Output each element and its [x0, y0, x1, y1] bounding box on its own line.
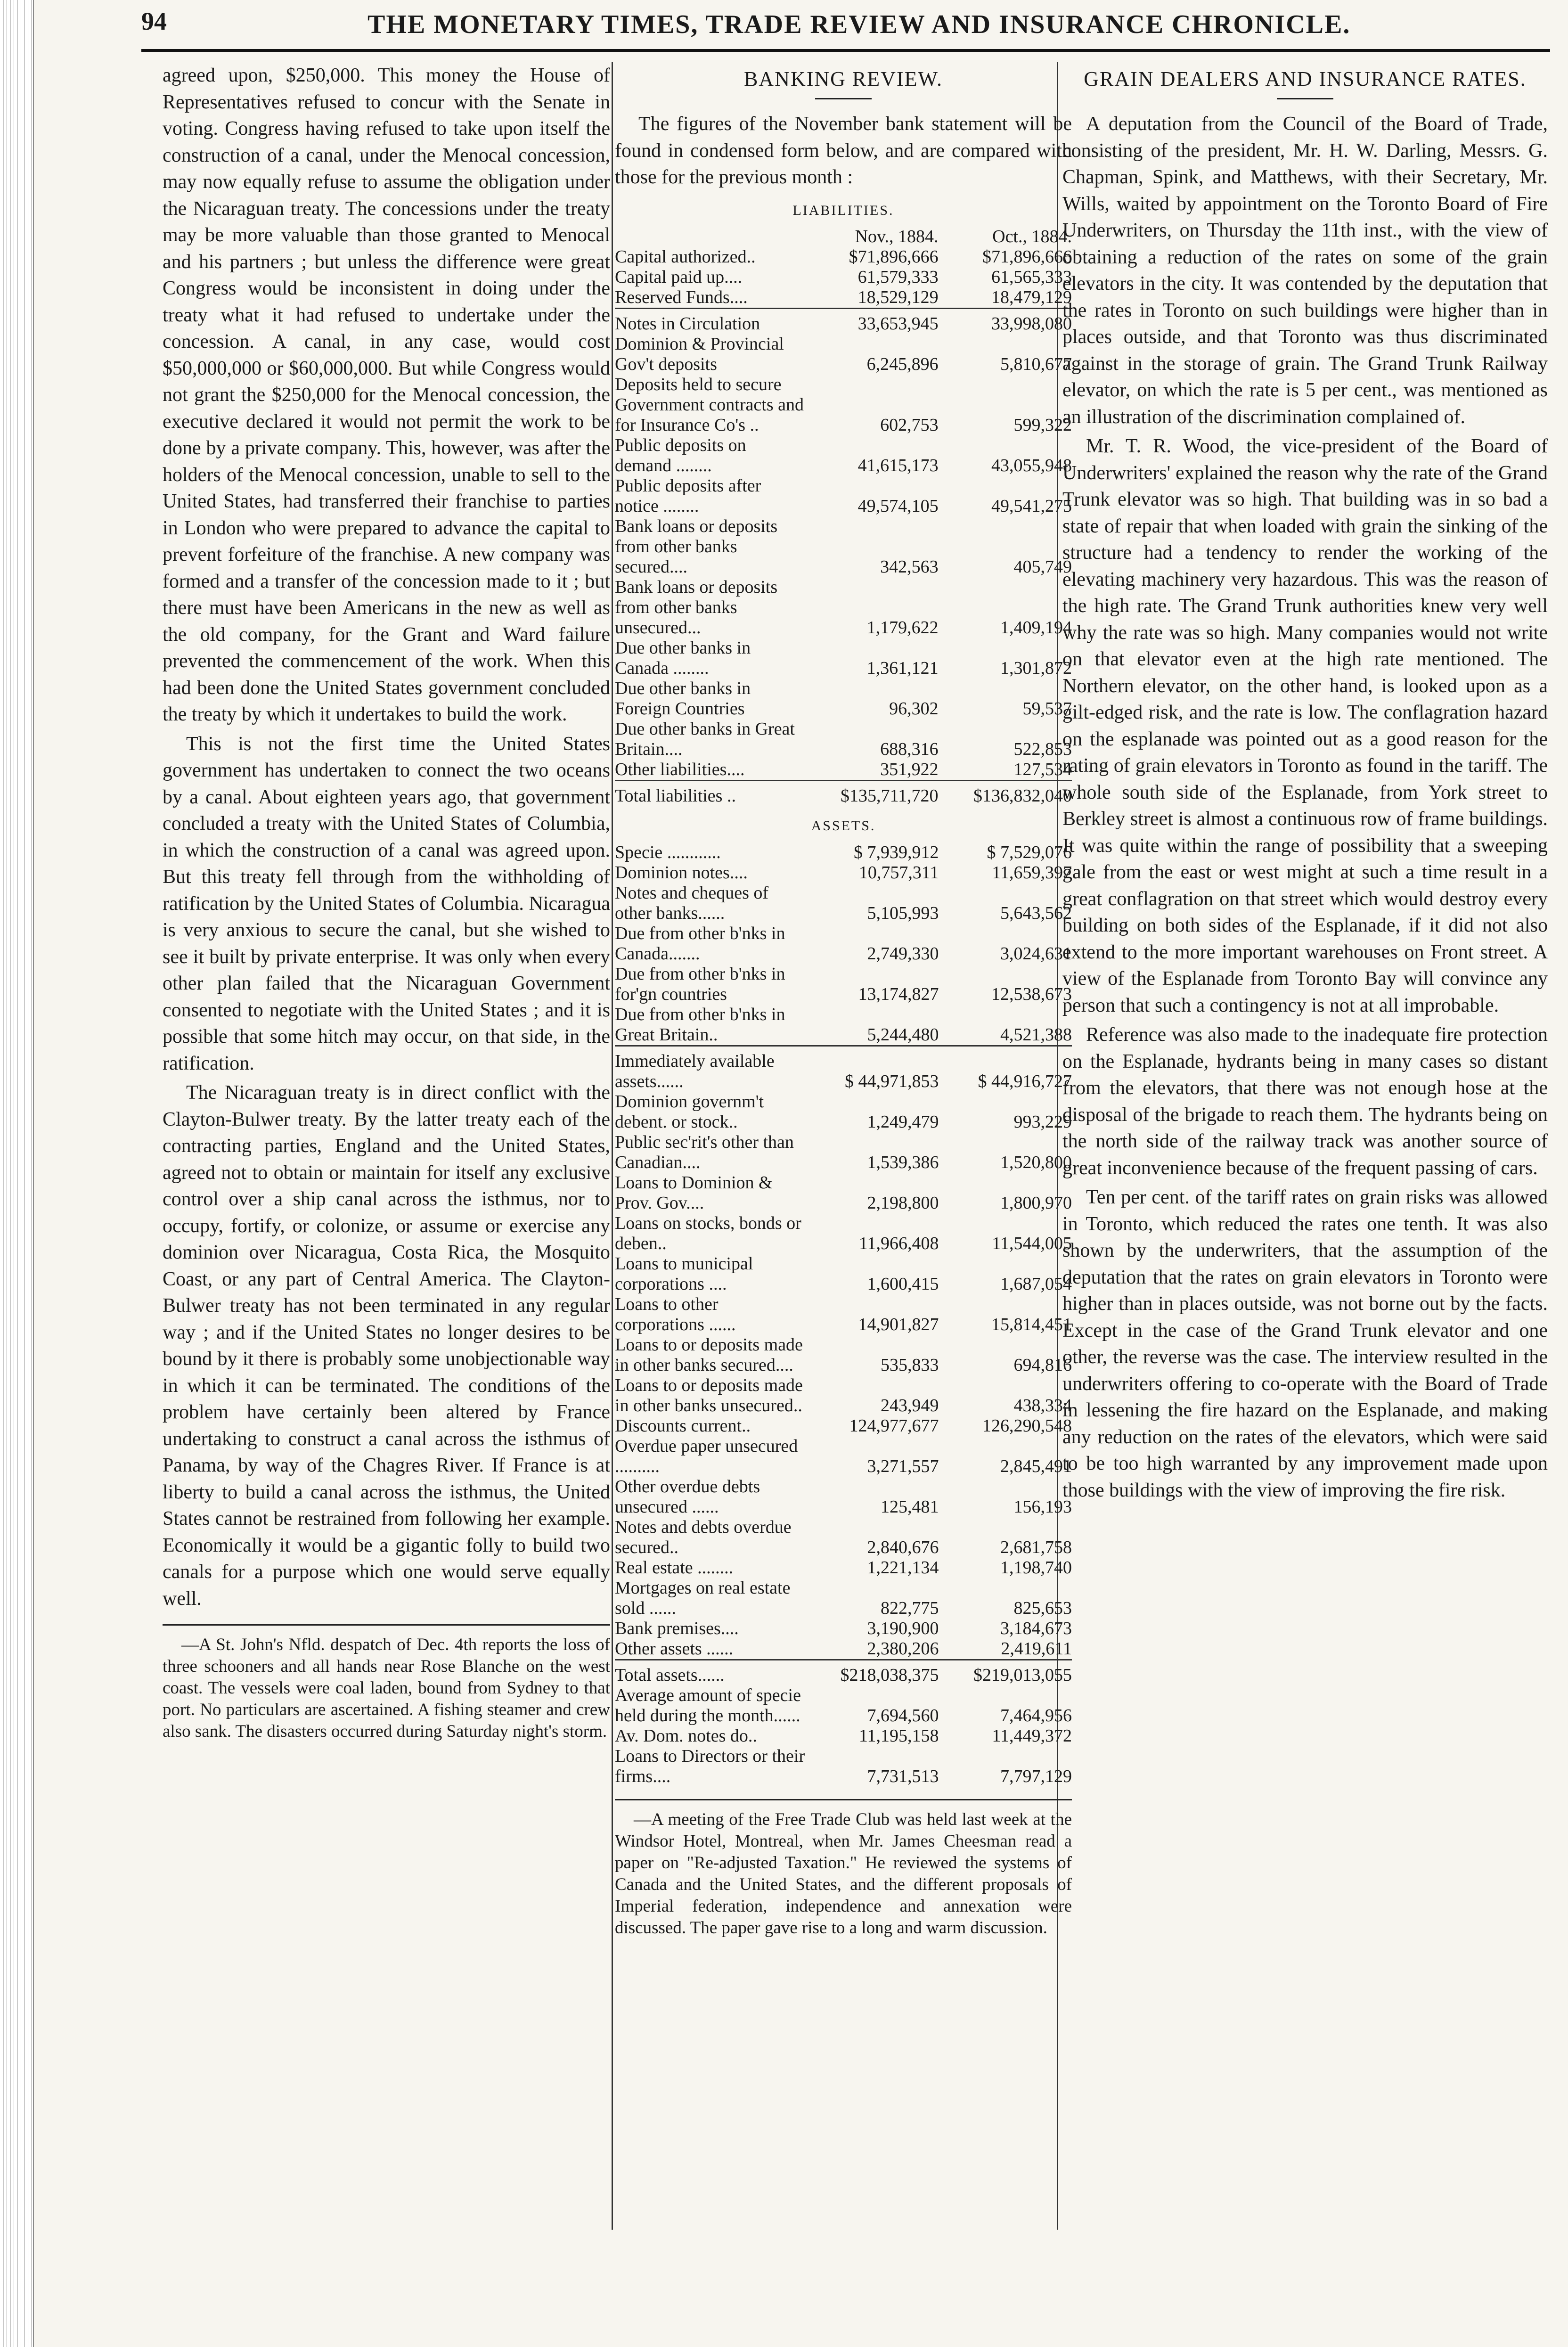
row-value-nov: 125,481: [881, 1497, 939, 1517]
table-row: [615, 1132, 1072, 1173]
table-row: [615, 1517, 1072, 1558]
row-value-nov: 1,249,479: [867, 1112, 939, 1132]
left-column: [163, 62, 610, 2338]
row-value-oct: 15,814,451: [991, 1314, 1072, 1334]
row-value-nov: 1,539,386: [867, 1152, 939, 1172]
row-value-oct: 18,479,129: [991, 287, 1072, 307]
row-value-nov: $71,896,666: [849, 247, 939, 267]
assets-heading: ASSETS.: [811, 818, 876, 834]
table-row: [615, 516, 1072, 577]
row-label: Other liabilities....: [615, 760, 745, 779]
table-row: [615, 1335, 1072, 1375]
row-label: Notes and debts overdue secured..: [615, 1517, 792, 1557]
row-value-oct: 1,198,740: [1000, 1557, 1072, 1578]
row-value-nov: 1,221,134: [867, 1557, 939, 1578]
row-value-oct: 2,419,611: [1001, 1638, 1072, 1659]
row-value-oct: 1,800,970: [1000, 1193, 1072, 1213]
row-label: Specie ............: [615, 842, 721, 862]
row-value-nov: 3,190,900: [867, 1618, 939, 1638]
row-value-nov: 1,361,121: [866, 658, 939, 678]
row-value-nov: 13,174,827: [858, 984, 939, 1004]
article-paragraph: Reference was also made to the inadequate fire protection on the Esplanade, hydrants being in many cases so distant from the elevators, that there was not enough hose at the disposal of the brigade to reach them. The hydrants being on the north side of the railway track was another source of great inconvenience because of the frequent passing of cars.: [1062, 1024, 1548, 1179]
table-row: [615, 883, 1072, 924]
row-value-nov: 5,244,480: [867, 1024, 939, 1045]
column-header-oct: Oct., 1884.: [992, 227, 1072, 246]
row-value-oct: 2,845,491: [1000, 1456, 1072, 1476]
row-value-nov: $ 7,939,912: [854, 842, 939, 862]
row-value-oct: 49,541,275: [991, 496, 1072, 516]
row-value-nov: 3,271,557: [867, 1456, 939, 1476]
table-row: [615, 1558, 1072, 1578]
right-column: [1062, 62, 1548, 2338]
row-label: Notes and cheques of other banks......: [615, 883, 769, 923]
section-title-banking-review: BANKING REVIEW.: [744, 67, 943, 90]
liabilities-heading: LIABILITIES.: [792, 202, 894, 218]
table-row: [615, 314, 1072, 334]
row-value-nov: 1,600,415: [867, 1274, 939, 1294]
running-title: THE MONETARY TIMES, TRADE REVIEW AND INSURANCE CHRONICLE.: [368, 10, 1351, 39]
row-label: Bank loans or deposits from other banks secured....: [615, 516, 778, 577]
table-row: [615, 1213, 1072, 1254]
row-value-nov: 96,302: [889, 699, 939, 719]
row-label: Total assets......: [615, 1665, 725, 1685]
title-rule: [815, 98, 872, 99]
row-value-nov: 6,245,896: [866, 354, 939, 374]
table-row: [615, 1051, 1072, 1092]
table-header-row: [615, 227, 1072, 247]
row-label: Public deposits after notice ........: [615, 476, 761, 516]
table-row: [615, 476, 1072, 516]
row-value-nov: 7,694,560: [867, 1705, 939, 1725]
row-value-nov: 351,922: [880, 760, 939, 779]
table-row: [615, 1685, 1072, 1726]
row-value-oct: 3,024,631: [1000, 943, 1072, 964]
row-value-nov: 2,840,676: [867, 1537, 939, 1557]
assets-table: [615, 842, 1072, 1787]
row-label: Due other banks in Canada ........: [615, 638, 751, 678]
row-label: Discounts current..: [615, 1415, 751, 1436]
row-label: Due from other b'nks in Canada.......: [615, 923, 785, 964]
row-value-oct: 599,322: [1013, 415, 1072, 435]
liabilities-table: [615, 227, 1072, 806]
row-value-nov: 18,529,129: [858, 287, 939, 307]
row-value-oct: 126,290,548: [982, 1415, 1072, 1436]
table-row: [615, 1294, 1072, 1335]
row-value-oct: 12,538,673: [991, 984, 1072, 1004]
row-label: Due from other b'nks in for'gn countries: [615, 964, 785, 1004]
row-label: Dominion governm't debent. or stock..: [615, 1091, 764, 1132]
table-row: [615, 1578, 1072, 1619]
row-value-oct: 11,659,397: [992, 862, 1072, 883]
row-value-oct: $ 7,529,076: [987, 842, 1072, 862]
row-value-oct: 1,687,054: [1000, 1274, 1072, 1294]
row-label: Loans on stocks, bonds or deben..: [615, 1213, 801, 1253]
row-value-nov: 41,615,173: [858, 456, 939, 475]
row-value-nov: 2,380,206: [867, 1638, 939, 1659]
table-row: [615, 863, 1072, 883]
row-label: Other assets ......: [615, 1638, 734, 1659]
row-value-nov: 342,563: [880, 557, 939, 577]
row-value-nov: 688,316: [880, 739, 939, 759]
row-value-nov: 49,574,105: [858, 496, 939, 516]
row-value-oct: 694,816: [1013, 1355, 1072, 1375]
table-row: [615, 964, 1072, 1005]
table-row: [615, 287, 1072, 309]
row-label: Bank loans or deposits from other banks unsecured...: [615, 577, 778, 638]
row-value-nov: 10,757,311: [858, 862, 939, 883]
row-value-oct: 59,537: [1022, 699, 1072, 719]
middle-column: [615, 62, 1072, 2338]
row-value-oct: 1,301,872: [1000, 658, 1072, 678]
row-label: Public deposits on demand ........: [615, 435, 746, 475]
row-label: Overdue paper unsecured ..........: [615, 1436, 798, 1476]
row-label: Loans to or deposits made in other banks secured....: [615, 1334, 803, 1375]
row-value-oct: 522,853: [1013, 739, 1072, 759]
page-number: 94: [141, 7, 167, 35]
row-value-nov: 243,949: [881, 1395, 939, 1415]
row-label: Mortgages on real estate sold ......: [615, 1578, 791, 1618]
article-paragraph: agreed upon, $250,000. This money the House of Representatives refused to concur with the Senate in voting. Congress having refused to take upon itself the construction of a canal, under the Menocal concession, may now equally refuse to assume the obligation under the Nicaraguan treaty. The concessions under the treaty may be more valuable than those granted to Menocal and his partners ; but unless the difference were great Congress would be inconsistent in doing under the treaty what it had refused to undertake under the concession. A canal, in any case, would cost $50,000,000 or $60,000,000. But while Congress would not grant the $250,000 for the Menocal concession, the executive declared it would not permit the work to be done by a private company. This, however, was after the holders of the Menocal concession, unable to sell to the United States, had transferred their franchise to parties in London who were prepared to advance the capital to prevent forfeiture of the franchise. A new company was formed and a transfer of the concession made to it ; but there must have been Americans in the new as well as the old company, for the Grant and Ward failure prevented the commencement of the work. When this had been done the United States government concluded the treaty by which it undertakes to build the work.: [163, 65, 610, 725]
article-paragraph: Ten per cent. of the tariff rates on grain risks was allowed in Toronto, which reduced the rates one tenth. It was also shown by the underwriters, that the assumption of the deputation that the rates on grain elevators in Toronto were higher than in places outside, was not borne out by the facts. Except in the case of the Grand Trunk elevator and one other, the reverse was the case. The interview resulted in the underwriters offering to co-operate with the Board of Trade in lessening the fire hazard on the Esplanade, and making any reduction on the rates of the elevators, which were said to be too high warranted by any improvement made upon those buildings with the view of improving the fire risk.: [1062, 1186, 1548, 1501]
row-value-nov: 11,966,408: [858, 1233, 939, 1253]
table-row: [615, 435, 1072, 476]
article-paragraph: Mr. T. R. Wood, the vice-president of the Board of Underwriters' explained the reason why the rate of the Grand Trunk elevator was so high. That building was in so bad a state of repair that when loaded with grain the sinking of the structure had a tendency to render the working of the elevating machinery very hazardous. This was the reason of the high rate. The Grand Trunk authorities knew very well why the rate was so high. Many companies would not write on that elevator even at the high rate mentioned. The Northern elevator, on the other hand, is looked upon as a gilt-edged risk, and the rate is low. The conflagration hazard on the esplanade was pointed out as a good reason for the rating of grain elevators in Toronto as found in the tariff. The whole south side of the Esplanade, from York street to Berkley street is almost a continuous row of frame buildings. It was quite within the range of possibility that a sweeping gale from the east or west might at such a time result in a great conflagration on that street which would destroy every building on both sides of the Esplanade, if it did not also extend to the more important warehouses on Front street. A view of the Esplanade from Toronto Bay will convince any person that such a contingency is not at all improbable.: [1062, 435, 1548, 1016]
row-value-oct: 43,055,948: [991, 456, 1072, 475]
row-label: Capital paid up....: [615, 267, 743, 287]
row-label: Bank premises....: [615, 1618, 739, 1638]
table-row-total-liabilities: [615, 786, 1072, 806]
row-label: Due other banks in Great Britain....: [615, 719, 795, 759]
section-divider: [163, 1624, 610, 1626]
row-label: Total liabilities ..: [615, 786, 736, 806]
row-value-oct: 1,520,800: [1000, 1152, 1072, 1172]
row-label: Loans to municipal corporations ....: [615, 1253, 753, 1294]
table-row: [615, 1254, 1072, 1294]
row-value-oct: 156,193: [1013, 1497, 1072, 1517]
row-value-oct: 1,409,194: [1000, 618, 1072, 638]
row-label: Loans to or deposits made in other banks unsecured..: [615, 1375, 803, 1415]
row-value-oct: $ 44,916,727: [978, 1071, 1072, 1091]
row-value-nov: 124,977,677: [849, 1415, 939, 1436]
page-binding-edge: [0, 0, 34, 2347]
table-row: [615, 247, 1072, 267]
page-header: [141, 7, 1550, 52]
row-value-oct: 405,749: [1013, 557, 1072, 577]
table-row: [615, 1619, 1072, 1639]
column-header-nov: Nov., 1884.: [855, 227, 939, 246]
row-value-oct: $219,013,055: [973, 1665, 1072, 1685]
row-label: Dominion notes....: [615, 862, 748, 883]
row-value-oct: 33,998,080: [991, 314, 1072, 334]
table-row: [615, 577, 1072, 638]
row-value-nov: 822,775: [881, 1598, 939, 1618]
article-paragraph: This is not the first time the United States government has undertaken to connect the two oceans by a canal. About eighteen years ago, that government concluded a treaty with the United States of Columbia, in which the construction of a canal was agreed upon. But this treaty fell through from the withholding of ratification by the United States of Columbia. Nicaragua is very anxious to secure the canal, but she wished to see it built by private enterprise. It was only when every other plan failed that the Nicaraguan Government consented to negotiate with the United States ; and it is possible that some hitch may occur, on that side, in the ratification.: [163, 733, 610, 1074]
row-label: Average amount of specie held during the month......: [615, 1685, 801, 1725]
article-paragraph: The Nicaraguan treaty is in direct conflict with the Clayton-Bulwer treaty. By the latter treaty each of the contracting parties, England and the United States, agreed not to obtain or maintain for itself any exclusive control over a ship canal across the isthmus, nor to occupy, fortify, or colonize, or assume or exercise any dominion over Nicaragua, Costa Rica, the Mosquito Coast, or any part of Central America. The Clayton-Bulwer treaty has not been terminated in any regular way ; and if the United States no longer desires to be bound by it there is probably some unobjectionable way in which it can be terminated. The conditions of the problem have certainly been altered by France undertaking to construct a canal across the isthmus of Panama, by way of the Chagres River. If France is at liberty to build a canal across the isthmus, the United States cannot be restrained from following her example. Economically it would be a gigantic folly to build two canals for a purpose which one would serve equally well.: [163, 1082, 610, 1610]
article-paragraph: A deputation from the Council of the Board of Trade, consisting of the president, Mr. H. W. Darling, Messrs. G. Chapman, Spink, and Matthews, with their Secretary, Mr. Wills, waited by appointment on the Toronto Board of Fire Underwriters, on Thursday the 11th inst., with the view of obtaining a reduction of the rates on some of the grain elevators in the city. It was contended by the deputation that the rates in Toronto on such buildings were higher than in places outside, and that Toronto was thus discriminated against in the storage of grain. The Grand Trunk Railway elevator, on which the rate is 5 per cent., was mentioned as an illustration of the discrimination complained of.: [1062, 113, 1548, 428]
table-row: [615, 760, 1072, 781]
row-value-oct: $136,832,040: [973, 786, 1072, 806]
row-value-oct: 4,521,388: [1000, 1024, 1072, 1045]
row-value-nov: 535,833: [881, 1355, 939, 1375]
table-row: [615, 1416, 1072, 1436]
row-value-nov: 11,195,158: [858, 1725, 939, 1746]
row-value-oct: 3,184,673: [1000, 1618, 1072, 1638]
news-note: —A St. John's Nfld. despatch of Dec. 4th reports the loss of three schooners and all hands near Rose Blanche on the west coast. The vessels were coal laden, bound from Sydney to that port. No particulars are ascertained. A fishing steamer and crew also sank. The disasters occurred during Saturday night's storm.: [163, 1635, 610, 1741]
table-row: [615, 679, 1072, 719]
row-value-oct: 7,797,129: [1000, 1766, 1072, 1786]
row-label: Reserved Funds....: [615, 287, 748, 307]
table-row: [615, 638, 1072, 679]
table-row: [615, 1436, 1072, 1477]
row-label: Capital authorized..: [615, 247, 756, 267]
row-value-oct: 825,653: [1013, 1598, 1072, 1618]
row-value-nov: $135,711,720: [840, 786, 939, 806]
table-row: [615, 842, 1072, 863]
row-value-oct: 993,229: [1013, 1112, 1072, 1132]
table-row: [615, 1639, 1072, 1660]
table-row: [615, 1477, 1072, 1517]
table-row: [615, 1726, 1072, 1746]
row-label: Immediately available assets......: [615, 1051, 775, 1091]
row-value-oct: 2,681,758: [1000, 1537, 1072, 1557]
row-value-oct: 5,643,562: [1000, 903, 1072, 923]
row-label: Deposits held to secure Government contracts and for Insurance Co's ..: [615, 375, 804, 435]
table-row-total-assets: [615, 1665, 1072, 1685]
table-row: [615, 1375, 1072, 1416]
row-value-oct: 11,449,372: [992, 1725, 1072, 1746]
table-row: [615, 1746, 1072, 1787]
row-value-nov: 2,749,330: [867, 943, 939, 964]
row-value-nov: 7,731,513: [867, 1766, 939, 1786]
row-value-nov: 61,579,333: [858, 267, 939, 287]
row-label: Loans to other corporations ......: [615, 1294, 736, 1334]
row-value-oct: 7,464,956: [1000, 1705, 1072, 1725]
title-rule: [1277, 98, 1333, 99]
row-value-nov: 602,753: [880, 415, 939, 435]
row-label: Real estate ........: [615, 1557, 734, 1578]
row-label: Public sec'rit's other than Canadian....: [615, 1132, 794, 1172]
table-row: [615, 267, 1072, 287]
row-value-oct: 61,565,333: [991, 267, 1072, 287]
row-value-nov: $ 44,971,853: [845, 1071, 939, 1091]
row-label: Loans to Dominion & Prov. Gov....: [615, 1172, 773, 1213]
row-value-nov: $218,038,375: [840, 1665, 939, 1685]
table-row: [615, 719, 1072, 760]
row-value-nov: 1,179,622: [866, 618, 939, 638]
row-value-nov: 2,198,800: [867, 1193, 939, 1213]
row-value-nov: 5,105,993: [867, 903, 939, 923]
table-row: [615, 334, 1072, 375]
row-label: Dominion & Provincial Gov't deposits: [615, 334, 784, 374]
row-value-nov: 33,653,945: [858, 314, 939, 334]
table-row: [615, 1005, 1072, 1046]
row-value-oct: 438,334: [1013, 1395, 1072, 1415]
row-value-oct: 11,544,005: [992, 1233, 1072, 1253]
row-label: Due from other b'nks in Great Britain..: [615, 1004, 785, 1045]
row-value-oct: $71,896,666: [982, 247, 1072, 267]
banking-intro: The figures of the November bank statement will be found in condensed form below, and are compared with those for the previous month :: [615, 113, 1072, 188]
row-value-oct: 5,810,677: [1000, 354, 1072, 374]
row-label: Loans to Directors or their firms....: [615, 1746, 805, 1786]
table-row: [615, 924, 1072, 964]
row-label: Notes in Circulation: [615, 314, 760, 334]
row-label: Due other banks in Foreign Countries: [615, 679, 751, 719]
news-note: —A meeting of the Free Trade Club was held last week at the Windsor Hotel, Montreal, when Mr. James Cheesman read a paper on "Re-adjusted Taxation." He reviewed the systems of Canada and the United States, and the different proposals of Imperial federation, independence and annexation were discussed. The paper gave rise to a long and warm discussion.: [615, 1809, 1072, 1938]
column-rule-left: [612, 62, 613, 2230]
row-label: Av. Dom. notes do..: [615, 1725, 757, 1746]
row-value-nov: 14,901,827: [858, 1314, 939, 1334]
row-label: Other overdue debts unsecured ......: [615, 1476, 760, 1517]
table-row: [615, 375, 1072, 435]
table-row: [615, 1092, 1072, 1132]
row-value-oct: 127,534: [1013, 760, 1072, 779]
section-title-grain-dealers: GRAIN DEALERS AND INSURANCE RATES.: [1084, 67, 1527, 90]
section-divider: [615, 1799, 1072, 1800]
table-row: [615, 1173, 1072, 1213]
